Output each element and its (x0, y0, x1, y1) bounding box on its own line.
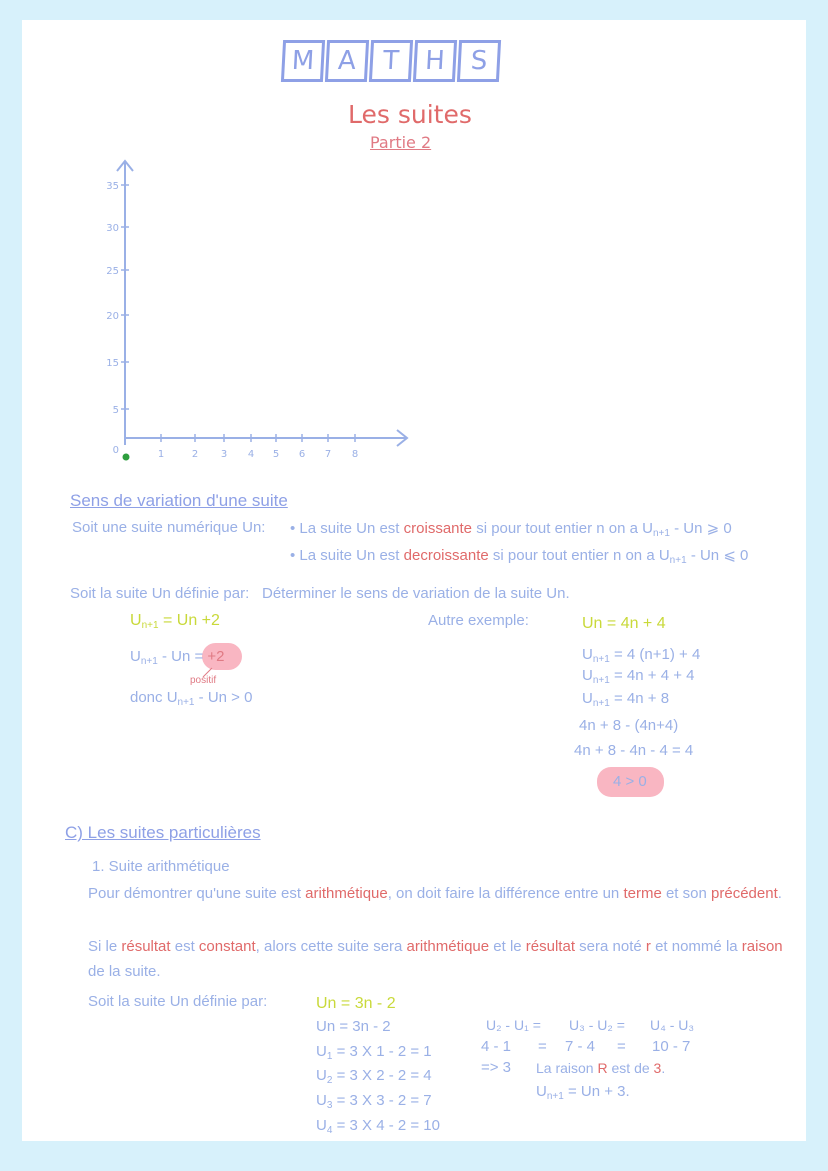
example3-intro: Soit la suite Un définie par: (88, 993, 268, 1010)
diff-row-e: 10 - 7 (652, 1038, 691, 1055)
arithmetic-para1: Pour démontrer qu'une suite est arithmétique, on doit faire la différence entre un terme et son précédent. (88, 885, 782, 902)
diff-row-b: = (538, 1038, 547, 1055)
diff-row-c: 7 - 4 (565, 1038, 596, 1055)
diff-arrow: => 3 (481, 1059, 512, 1076)
maths-logo (282, 40, 500, 82)
logo-letter: T (369, 40, 413, 82)
example2-label: Autre exemple: (428, 612, 529, 629)
page-frame-bottom (0, 1141, 828, 1171)
example2-line2: $U_{n+1} = 4n + 4 + 4$ (582, 667, 695, 686)
page-frame-left (0, 0, 22, 1171)
page-frame-top (0, 0, 828, 20)
arithmetic-para2: Si le résultat est constant, alors cette suite sera arithmétique et le résultat sera noté r et nommé la raison de la suite. (88, 938, 783, 980)
bullet-decroissante: • La suite Un est decroissante si pour tout entier n on a $U_{n+1}$ - Un ⩽ 0 (290, 547, 749, 566)
y-tick-label: 35 (106, 181, 119, 192)
green-point (123, 454, 130, 461)
example3-u1: $U_1 = 3$ X 1 - 2 = 1 (316, 1043, 432, 1062)
example3-u2: $U_2 = 3$ X 2 - 2 = 4 (316, 1067, 432, 1086)
example2-line3: $U_{n+1} = 4n + 8$ (582, 690, 670, 709)
y-tick-label: 25 (106, 266, 119, 277)
page-frame-right (806, 0, 828, 1171)
x-tick-label: 8 (351, 449, 359, 460)
diff-head-2: U₃ - U₂ = (569, 1017, 625, 1033)
y-tick-label: 5 (112, 405, 119, 416)
y-tick-label: 15 (106, 358, 119, 369)
example3-line0: Un = 3n - 2 (316, 1018, 391, 1035)
variation-intro: Soit une suite numérique Un: (72, 519, 266, 536)
page-subtitle: Partie 2 (370, 133, 432, 152)
page-title: Les suites (348, 100, 472, 129)
logo-letter: M (281, 40, 325, 82)
example3-u4: $U_4 = 3$ X 4 - 2 = 10 (316, 1117, 440, 1136)
x-tick-label: 3 (220, 449, 228, 460)
example2-line4: 4n + 8 - (4n+4) (579, 717, 679, 734)
origin-label: 0 (112, 445, 119, 456)
logo-letter: A (325, 40, 369, 82)
x-tick-label: 4 (247, 449, 255, 460)
diff-row-d: = (617, 1038, 626, 1055)
diff-row-a: 4 - 1 (481, 1038, 512, 1055)
y-tick-label: 30 (106, 223, 119, 234)
logo-letter: H (413, 40, 457, 82)
example1-conclusion: donc $U_{n+1} - Un > 0$ (130, 689, 253, 708)
x-tick-label: 5 (272, 449, 280, 460)
example2-result: 4 > 0 (613, 773, 647, 790)
example2-line1: $U_{n+1} = 4$ (n+1) + 4 (582, 646, 701, 665)
variation-heading: Sens de variation d'une suite (70, 491, 288, 510)
bullet-croissante: • La suite Un est croissante si pour tout entier n on a $U_{n+1}$ - Un ⩾ 0 (290, 520, 732, 539)
positif-note: positif (190, 675, 217, 686)
example2-definition: Un = 4n + 4 (582, 615, 666, 632)
x-tick-label: 6 (298, 449, 306, 460)
raison-statement: La raison R est de 3. (536, 1060, 666, 1076)
example3-u3: $U_3 = 3$ X 3 - 2 = 7 (316, 1092, 432, 1111)
example1-task: Déterminer le sens de variation de la suite Un. (262, 585, 570, 602)
example2-line5: 4n + 8 - 4n - 4 = 4 (574, 742, 694, 759)
example1-difference: $U_{n+1} - Un = +2$ (130, 648, 225, 667)
particular-heading: C) Les suites particulières (65, 823, 261, 842)
recurrence-formula: $U_{n+1} = Un + 3$. (536, 1083, 630, 1102)
x-tick-label: 2 (191, 449, 199, 460)
coordinate-graph (95, 155, 425, 475)
arithmetic-item: 1. Suite arithmétique (92, 858, 230, 875)
diff-head-3: U₄ - U₃ (650, 1017, 695, 1033)
x-tick-label: 1 (157, 449, 165, 460)
logo-letter: S (457, 40, 501, 82)
diff-head-1: U₂ - U₁ = (486, 1017, 541, 1033)
example1-definition: $U_{n+1} = Un +2$ (130, 612, 220, 631)
example1-intro: Soit la suite Un définie par: (70, 585, 250, 602)
x-tick-label: 7 (324, 449, 332, 460)
example3-definition: Un = 3n - 2 (316, 995, 396, 1012)
y-tick-label: 20 (106, 311, 119, 322)
